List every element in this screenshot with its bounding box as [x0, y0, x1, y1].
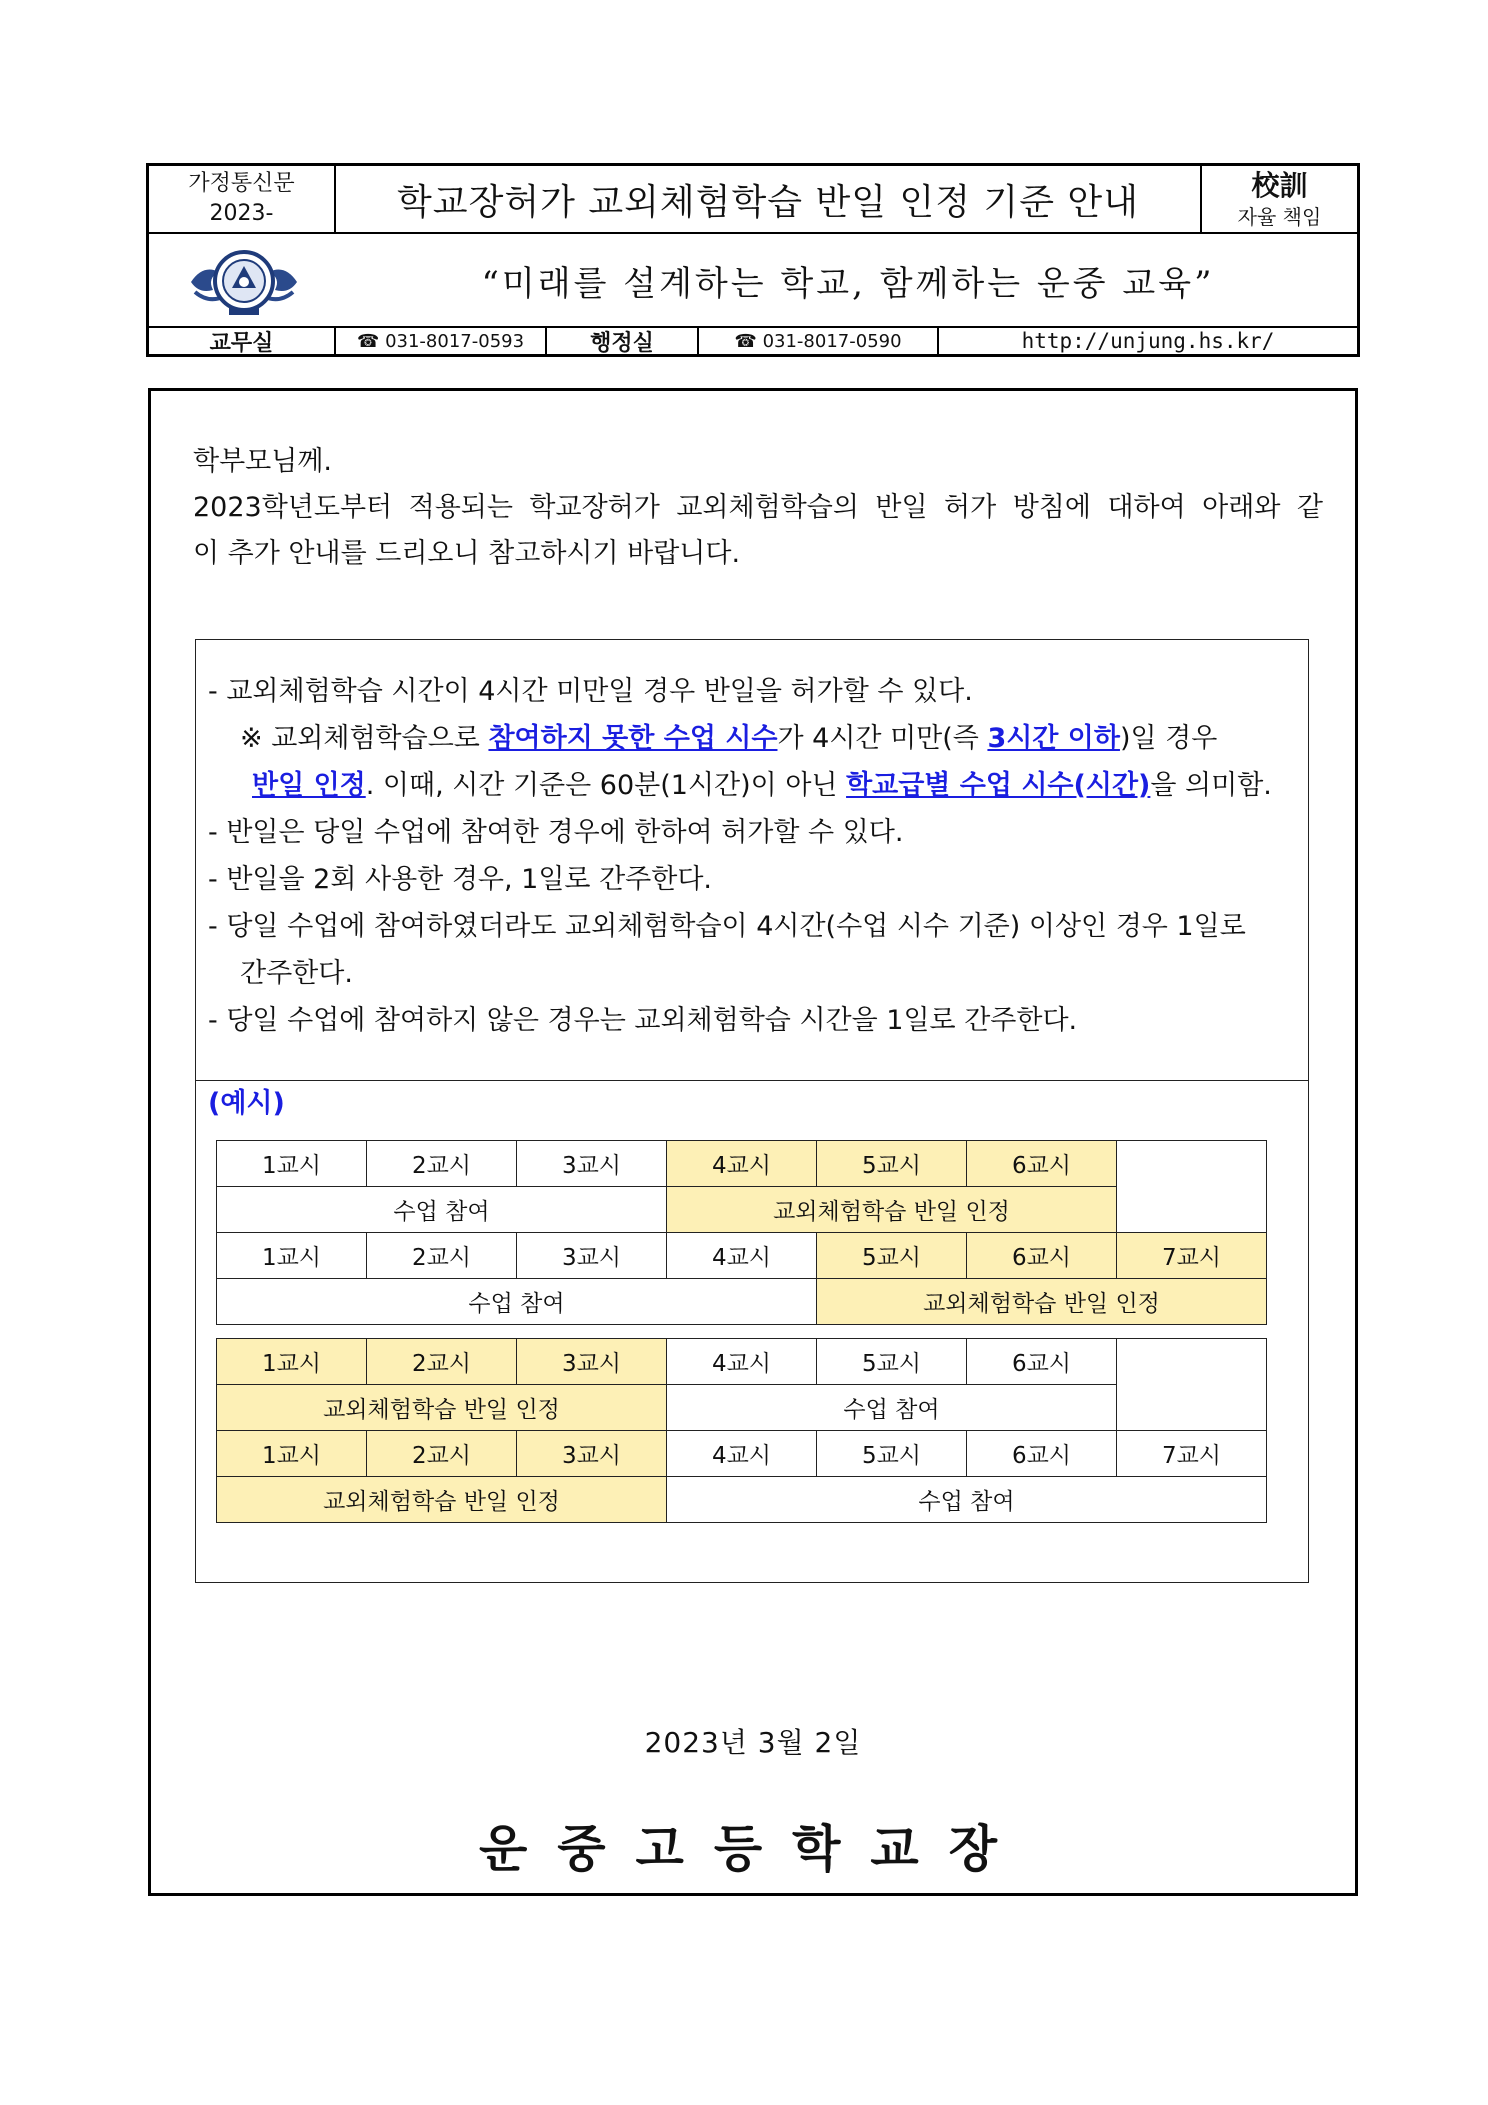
- rule-1: - 교외체험학습 시간이 4시간 미만일 경우 반일을 허가할 수 있다.: [208, 676, 973, 707]
- half-day-cell: 교외체험학습 반일 인정: [817, 1279, 1267, 1325]
- office-phone-admin: ☎ 031-8017-0590: [699, 328, 939, 354]
- header-row-slogan: [149, 234, 1357, 328]
- half-day-cell: 교외체험학습 반일 인정: [217, 1385, 667, 1431]
- table-row: [217, 1385, 1267, 1431]
- motto-hanja: 校訓: [1251, 169, 1308, 202]
- notice-body: [148, 388, 1358, 1896]
- period-cell: 3교시: [517, 1233, 667, 1279]
- attend-cell: 수업 참여: [667, 1477, 1267, 1523]
- school-slogan: “미래를 설계하는 학교, 함께하는 운중 교육”: [481, 263, 1215, 304]
- rules-box: [195, 639, 1309, 1583]
- rule-4: - 당일 수업에 참여하였더라도 교외체험학습이 4시간(수업 시수 기준) 이상인 경우 1일로: [208, 911, 1246, 942]
- rule-note-line-1: [208, 715, 1298, 762]
- note-highlight-class-hours: 학교급별 수업 시수(시간): [846, 770, 1151, 801]
- attend-cell: 수업 참여: [217, 1187, 667, 1233]
- period-cell: 2교시: [367, 1431, 517, 1477]
- school-website-link[interactable]: http://unjung.hs.kr/: [1021, 329, 1275, 353]
- period-cell: 5교시: [817, 1431, 967, 1477]
- period-cell: 3교시: [517, 1339, 667, 1385]
- office-phone-academic: ☎ 031-8017-0593: [336, 328, 547, 354]
- period-cell: 4교시: [667, 1339, 817, 1385]
- table-row: [217, 1187, 1267, 1233]
- issue-date: 2023년 3월 2일: [644, 1726, 862, 1759]
- period-cell: 2교시: [367, 1141, 517, 1187]
- note-highlight-half-day: 반일 인정: [252, 770, 366, 801]
- table-row: [217, 1233, 1267, 1279]
- period-cell: 6교시: [967, 1431, 1117, 1477]
- office-label-academic: 교무실: [149, 328, 336, 354]
- rules-divider: [196, 1080, 1308, 1081]
- table-row: [217, 1339, 1267, 1385]
- newsletter-kind: [149, 166, 336, 232]
- period-cell: 6교시: [967, 1141, 1117, 1187]
- table-row: [217, 1141, 1267, 1187]
- period-cell: 3교시: [517, 1141, 667, 1187]
- half-day-cell: 교외체험학습 반일 인정: [667, 1187, 1117, 1233]
- period-cell: 2교시: [367, 1339, 517, 1385]
- attend-cell: 수업 참여: [667, 1385, 1117, 1431]
- example-table-afternoon: [216, 1140, 1267, 1325]
- rule-5: - 당일 수업에 참여하지 않은 경우는 교외체험학습 시간을 1일로 간주한다.: [208, 1005, 1078, 1036]
- period-cell: 7교시: [1117, 1431, 1267, 1477]
- office-label-admin: 행정실: [547, 328, 699, 354]
- rule-3: - 반일을 2회 사용한 경우, 1일로 간주한다.: [208, 864, 712, 895]
- period-cell: 1교시: [217, 1431, 367, 1477]
- intro-text: [193, 439, 1323, 577]
- example-label: (예시): [208, 1088, 285, 1119]
- header-row-title: [149, 166, 1357, 234]
- period-cell: 1교시: [217, 1339, 367, 1385]
- rule-note-line-2: [208, 762, 1298, 809]
- principal-signature: 운중고등학교장: [478, 1819, 1028, 1878]
- period-cell: 1교시: [217, 1141, 367, 1187]
- newsletter-kind-label: 가정통신문: [188, 171, 295, 196]
- period-cell: 1교시: [217, 1233, 367, 1279]
- header-row-contacts: [149, 328, 1357, 354]
- period-cell: 6교시: [967, 1233, 1117, 1279]
- rule-2: - 반일은 당일 수업에 참여한 경우에 한하여 허가할 수 있다.: [208, 817, 904, 848]
- note-text-b: 가 4시간 미만(즉: [777, 723, 988, 754]
- period-cell: 3교시: [517, 1431, 667, 1477]
- table-row: [217, 1477, 1267, 1523]
- newsletter-header: [146, 163, 1360, 357]
- period-cell: 4교시: [667, 1233, 817, 1279]
- motto-text: 자율 책임: [1237, 205, 1322, 229]
- half-day-cell: 교외체험학습 반일 인정: [217, 1477, 667, 1523]
- note-text-a: ※ 교외체험학습으로: [240, 723, 489, 754]
- rules-list: [208, 668, 1298, 1044]
- intro-line-1: 2023학년도부터 적용되는 학교장허가 교외체험학습의 반일 허가 방침에 대하여 아래와 같: [193, 492, 1323, 523]
- period-cell: 4교시: [667, 1431, 817, 1477]
- school-emblem-icon: [185, 242, 303, 320]
- period-cell: 5교시: [817, 1233, 967, 1279]
- greeting: 학부모님께.: [193, 446, 332, 477]
- note-highlight-missed-hours: 참여하지 못한 수업 시수: [488, 723, 778, 754]
- note-text-c: )일 경우: [1119, 723, 1218, 754]
- page-title: 학교장허가 교외체험학습 반일 인정 기준 안내: [336, 166, 1202, 232]
- rule-4-continued: 간주한다.: [240, 958, 353, 989]
- note-text-d: . 이때, 시간 기준은 60분(1시간)이 아닌: [365, 770, 847, 801]
- period-cell: 7교시: [1117, 1233, 1267, 1279]
- period-cell: 4교시: [667, 1141, 817, 1187]
- empty-cell: [1117, 1339, 1267, 1431]
- period-cell: 6교시: [967, 1339, 1117, 1385]
- period-cell: 5교시: [817, 1339, 967, 1385]
- table-row: [217, 1431, 1267, 1477]
- attend-cell: 수업 참여: [217, 1279, 817, 1325]
- newsletter-number: 2023-: [209, 201, 274, 226]
- note-highlight-three-hours: 3시간 이하: [987, 723, 1120, 754]
- period-cell: 5교시: [817, 1141, 967, 1187]
- school-motto: [1202, 166, 1357, 232]
- example-table-morning: [216, 1338, 1267, 1523]
- period-cell: 2교시: [367, 1233, 517, 1279]
- note-text-e: 을 의미함.: [1150, 770, 1272, 801]
- table-row: [217, 1279, 1267, 1325]
- intro-line-2: 이 추가 안내를 드리오니 참고하시기 바랍니다.: [193, 538, 741, 569]
- empty-cell: [1117, 1141, 1267, 1233]
